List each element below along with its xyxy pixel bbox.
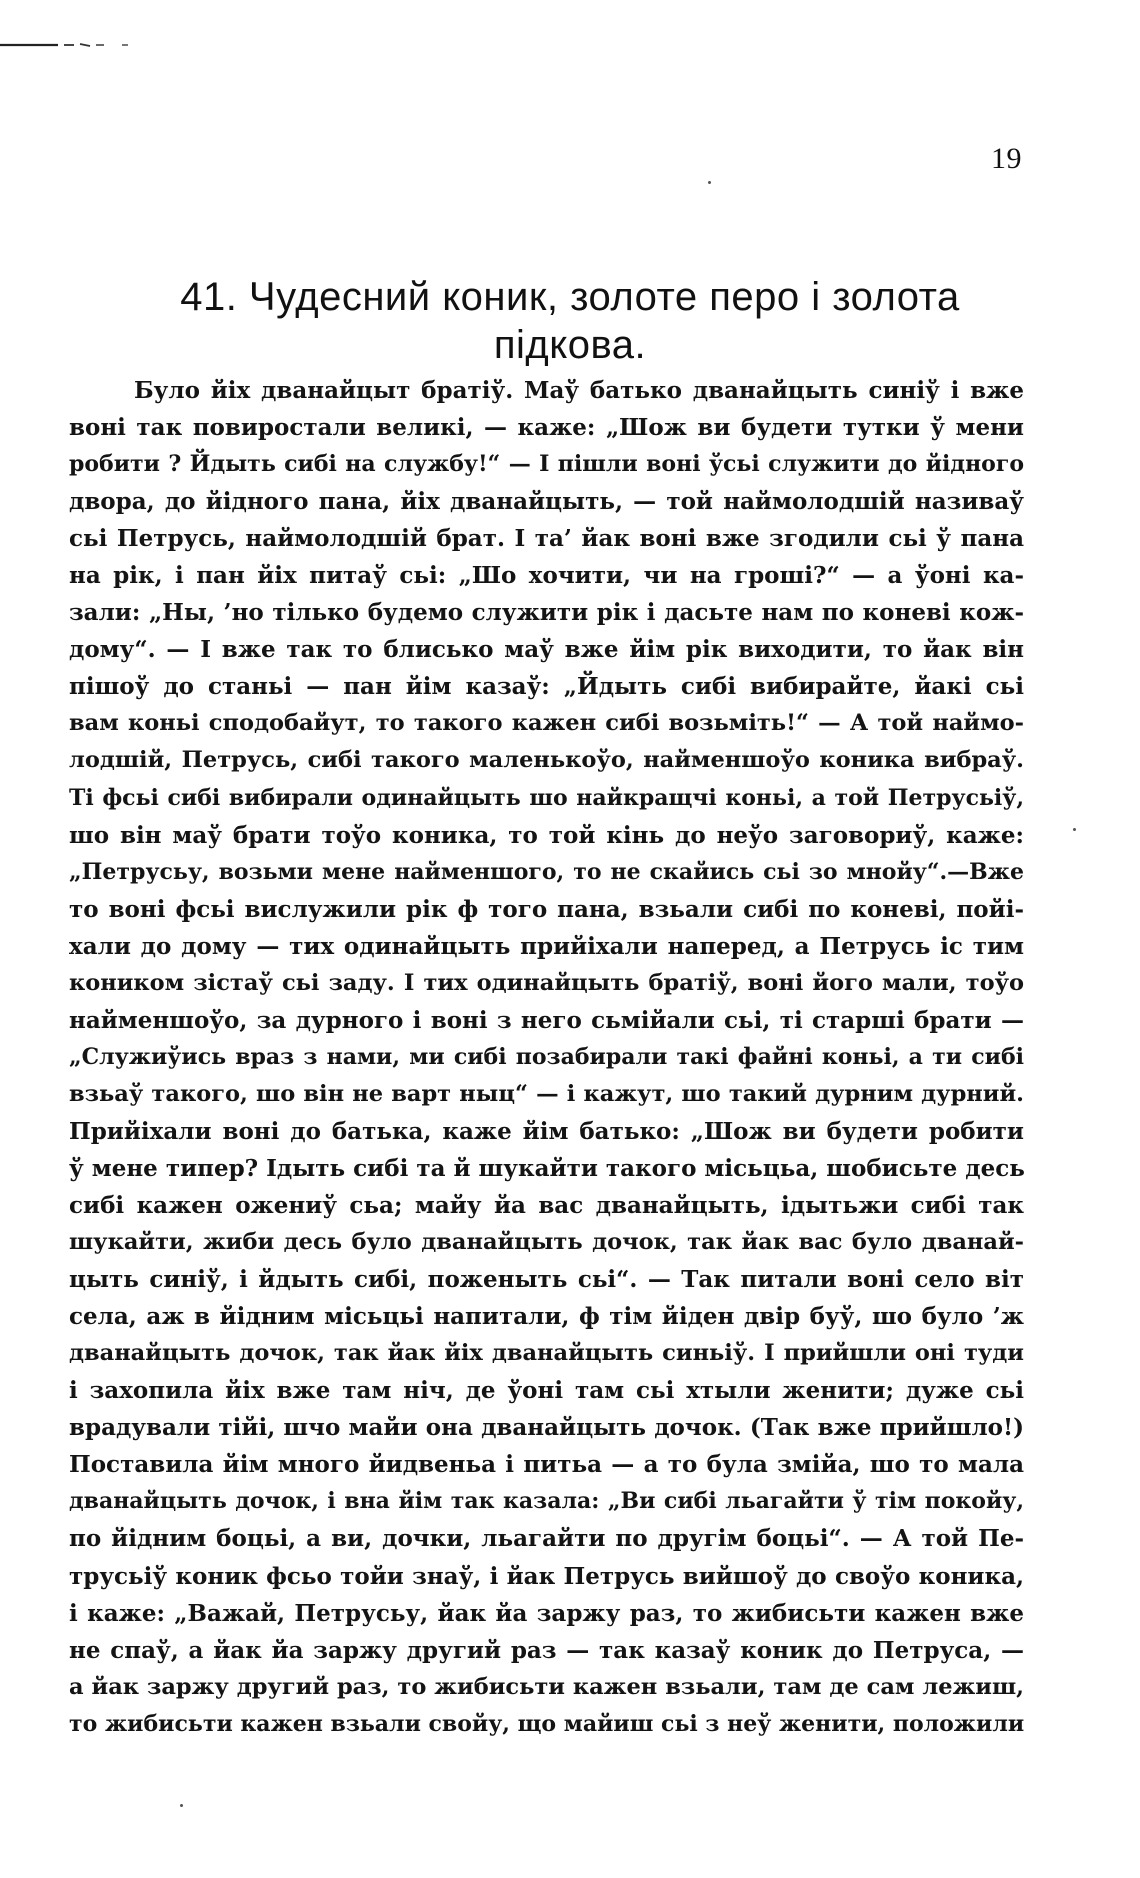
text-line: шукайти, жиби десь було дванайцыть дочок, так йак вас було дванай- xyxy=(69,1229,1024,1256)
text-line: пішоў до станьі — пан йім казаў: „Йдыть сибі вибирайте, йакі сьі xyxy=(69,673,1024,701)
text-line: двора, до йідного пана, йіх дванайцыть, — той наймолодшій називаў xyxy=(69,488,1024,516)
text-line: і захопила йіх вже там ніч, де ўоні там сьі хтыли женити; дуже сьі xyxy=(69,1377,1024,1405)
text-line: ў мене типер? Ідыть сибі та й шукайти такого місьцьа, шобисьте десь xyxy=(69,1154,1025,1182)
text-line: „Служиўись враз з нами, ми сибі позабирали такі файні коньі, а ти сибі xyxy=(69,1043,1024,1070)
text-line: дому“. — І вже так то блисько маў вже йім рік виходити, то йак він xyxy=(69,636,1024,664)
text-line: дванайцыть дочок, і вна йім так казала: „Ви сибі льагайти ў тім покойу, xyxy=(69,1488,1024,1515)
text-line: не спаў, а йак йа заржу другий раз — так казаў коник до Петруса, — xyxy=(69,1636,1024,1664)
text-line: взьаў такого, шо він не варт ныц“ — і кажут, шо такий дурним дурний. xyxy=(69,1080,1024,1107)
text-line: Поставила йім много йидвеньа і питьа — а то була змійа, шо то мала xyxy=(69,1451,1024,1479)
text-line: то воні фсьі вислужили рік ф того пана, взьали сибі по коневі, пойі- xyxy=(69,895,1024,923)
text-line: на рік, і пан йіх питаў сьі: „Шо хочити, чи на гроші?“ — а ўоні ка- xyxy=(69,562,1024,590)
text-line: села, аж в йідним місьцьі напитали, ф тім йіден двір буў, шо було ’ж xyxy=(69,1303,1024,1331)
text-line: шо він маў брати тоўо коника, то той кінь до неўо заговориў, каже: xyxy=(69,821,1024,849)
text-line: Прийіхали воні до батька, каже йім батько: „Шож ви будети робити xyxy=(69,1117,1024,1145)
text-line: сьі Петрусь, наймолодшій брат. І та’ йак воні вже згодили сьі ў пана xyxy=(69,525,1024,553)
text-line: трусьіў коник фсьо тойи знаў, і йак Петрусь вийшоў до своўо коника, xyxy=(69,1562,1024,1590)
scan-speck xyxy=(708,181,711,184)
page-number: 19 xyxy=(991,142,1022,175)
text-line: хали до дому — тих одинайцыть прийіхали наперед, а Петрусь іс тим xyxy=(69,932,1024,960)
scan-speck xyxy=(1073,828,1076,831)
text-line: Було йіх дванайцыт братіў. Маў батько дванайцыть синіў і вже xyxy=(134,377,1024,404)
text-line: Ті фсьі сибі вибирали одинайцыть шо найкращчі коньі, а той Петрусьіў, xyxy=(69,784,1024,811)
scan-artifact-mark xyxy=(0,40,140,50)
text-line: коником зістаў сьі заду. І тих одинайцыть братіў, воні його мали, тоўо xyxy=(69,969,1024,996)
text-line: робити ? Йдыть сибі на службу!“ — І пішли воні ўсьі служити до йідного xyxy=(69,451,1024,478)
text-line: врадували тійі, шчо майи она дванайцыть дочок. (Так вже прийшло!) xyxy=(69,1414,1024,1442)
chapter-title-line: 41. Чудесний коник, золоте перо і золота xyxy=(180,274,960,319)
text-line: то жибисьти кажен взьали свойу, що майиш сьі з неў женити, положили xyxy=(69,1710,1025,1737)
text-line: зали: „Ны, ’но тілько будемо служити рік і дасьте нам по коневі кож- xyxy=(69,599,1024,627)
text-line: і каже: „Важай, Петрусьу, йак йа заржу раз, то жибисьти кажен вже xyxy=(69,1599,1024,1627)
text-line: а йак заржу другий раз, то жибисьти кажен взьали, там де сам лежиш, xyxy=(69,1673,1024,1700)
text-line: вам коньі сподобайут, то такого кажен сибі возьміть!“ — А той наймо- xyxy=(69,710,1024,737)
story-text xyxy=(69,372,1024,1743)
text-line: лодшій, Петрусь, сибі такого маленькоўо, найменшоўо коника вибраў. xyxy=(69,747,1024,774)
scan-speck xyxy=(180,1804,183,1807)
chapter-title xyxy=(80,273,1060,369)
text-line: по йідним боцьі, а ви, дочки, льагайти по другім боцьі“. — А той Пе- xyxy=(69,1525,1024,1553)
text-line: найменшоўо, за дурного і воні з него сьмійали сьі, ті старші брати — xyxy=(69,1006,1024,1034)
text-line: воні так повиростали великі, — каже: „Шож ви будети тутки ў мени xyxy=(69,414,1024,442)
text-line: дванайцыть дочок, так йак йіх дванайцыть синьіў. І прийшли оні туди xyxy=(69,1340,1024,1367)
text-line: сибі кажен ожениў сьа; майу йа вас дванайцыть, ідытьжи сибі так xyxy=(69,1192,1024,1220)
text-line: „Петрусьу, возьми мене найменшого, то не скайись сьі зо мнойу“.—Вже xyxy=(69,858,1024,885)
chapter-title-line: підкова. xyxy=(493,322,647,367)
text-line: цыть синіў, і йдыть сибі, поженыть сьі“. — Так питали воні село віт xyxy=(69,1266,1024,1294)
